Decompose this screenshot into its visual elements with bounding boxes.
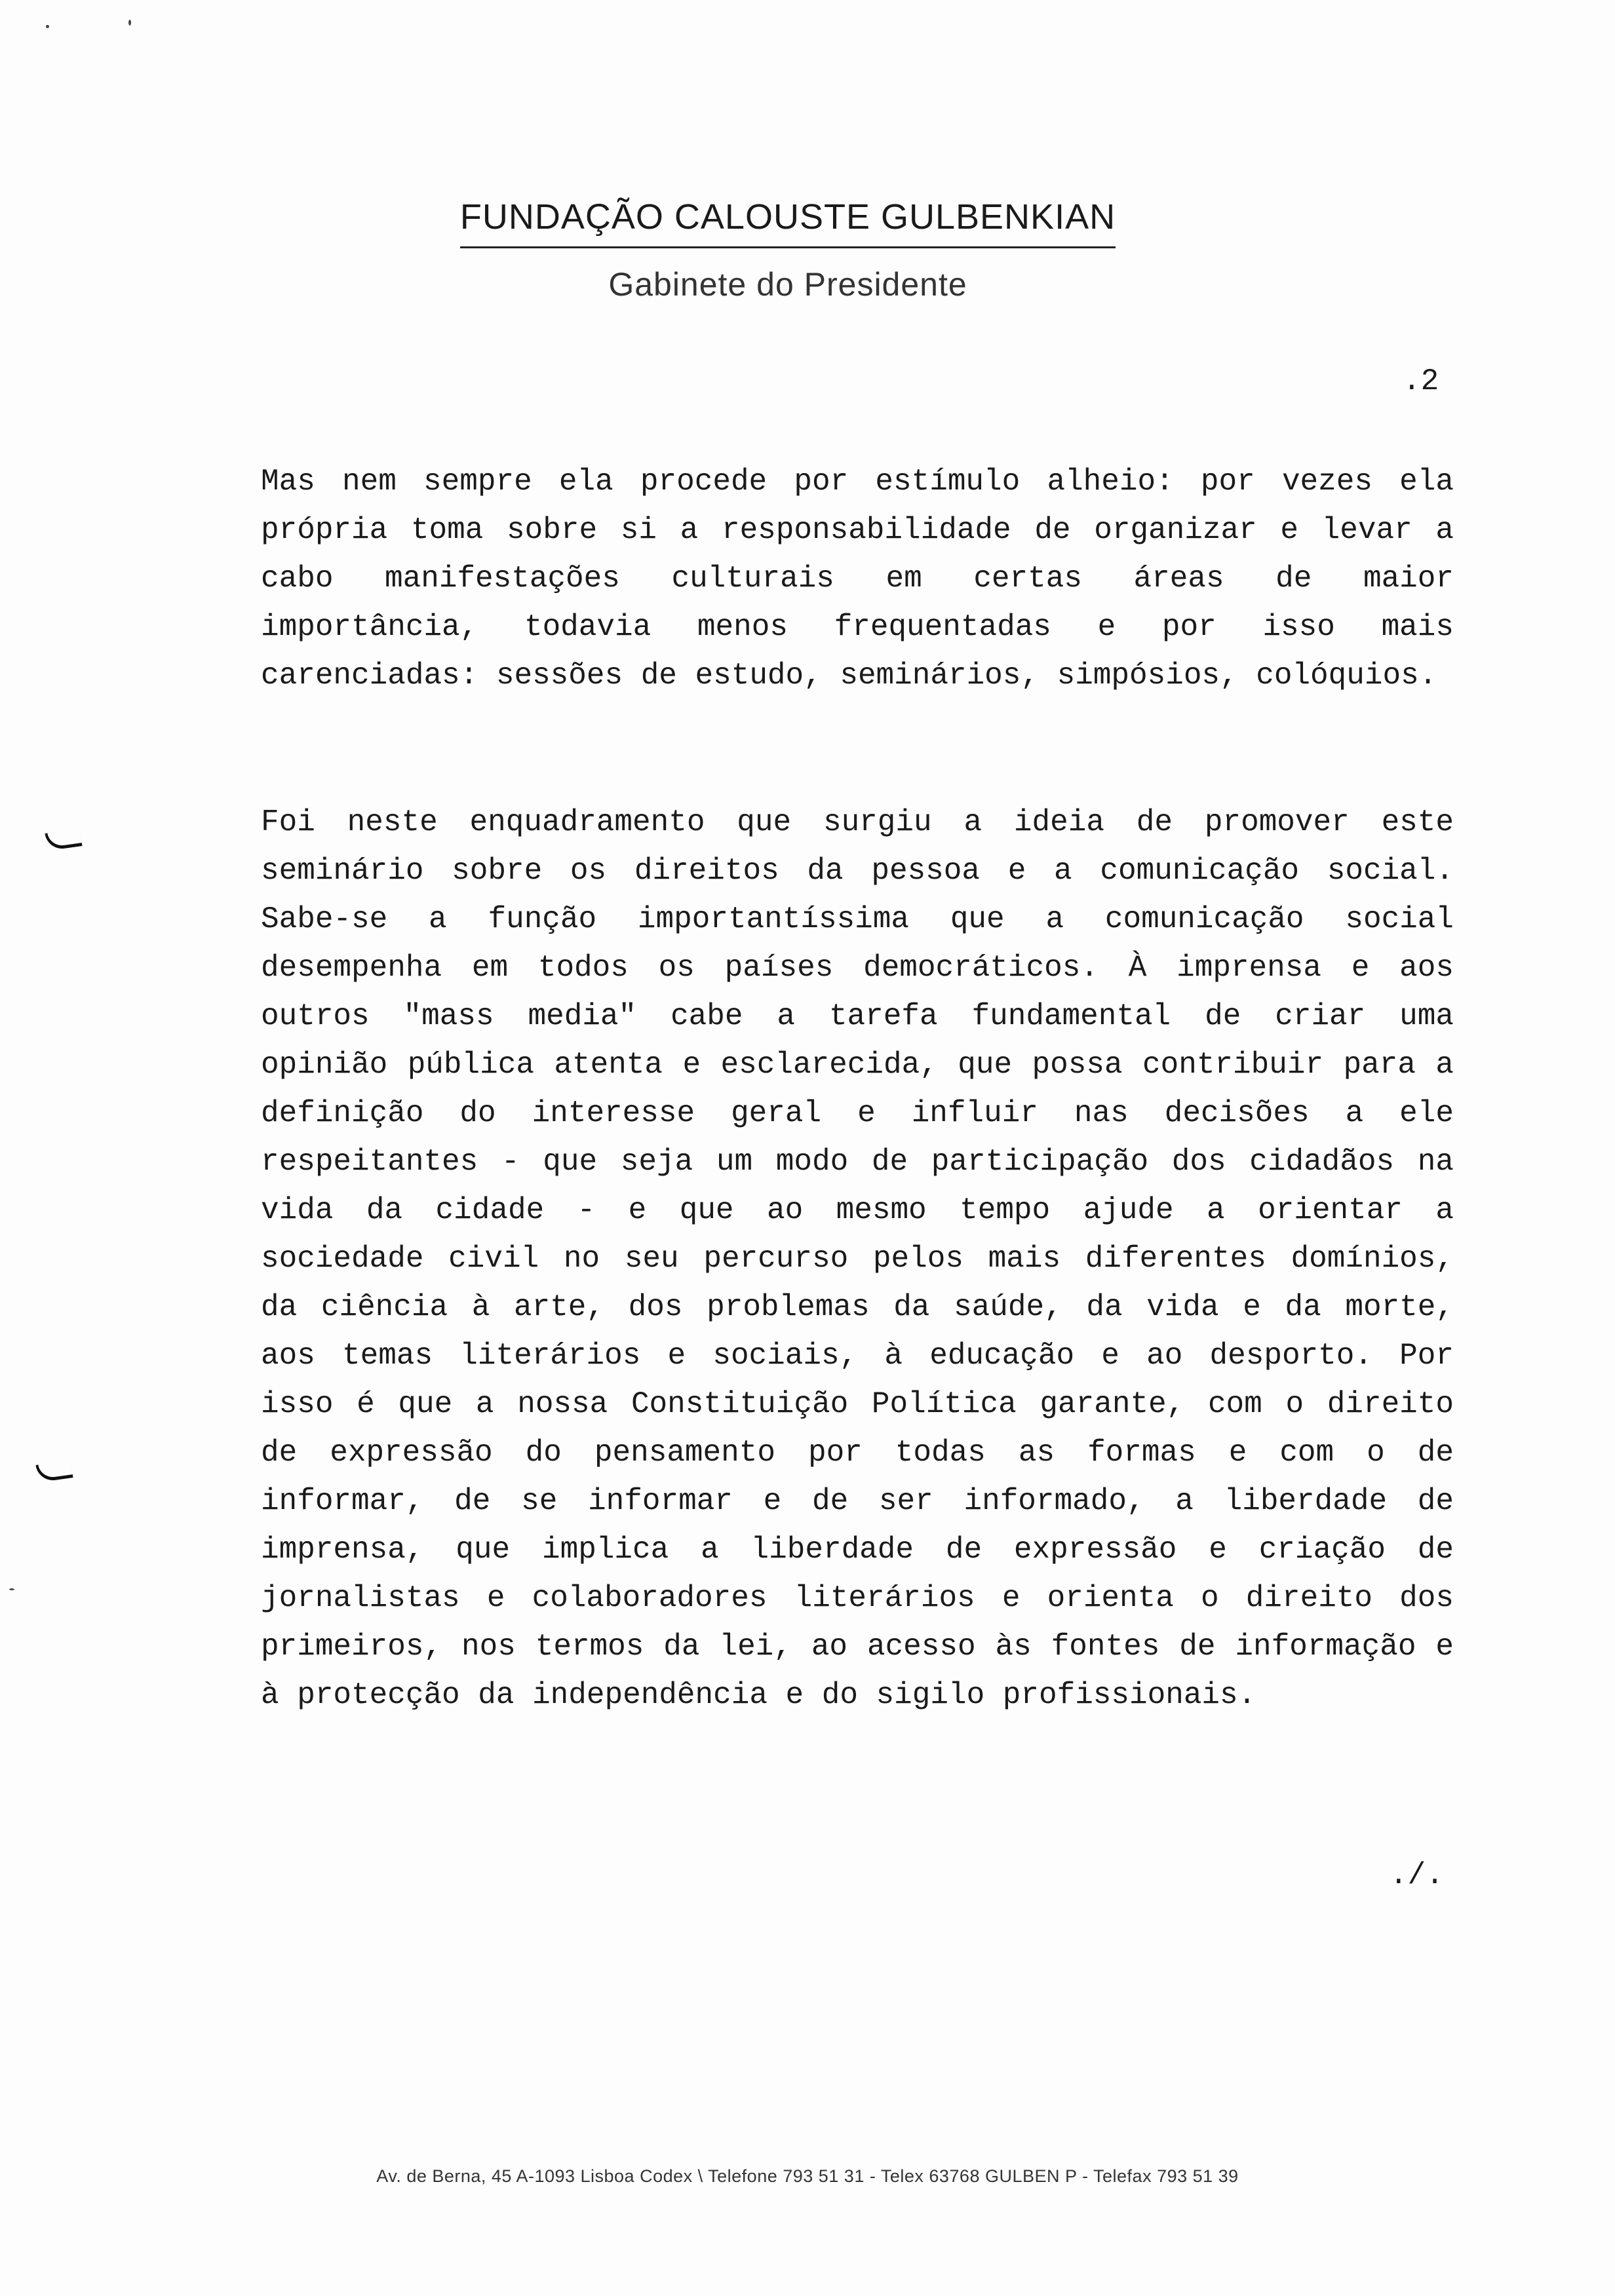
paragraph: Mas nem sempre ela procede por estímulo alheio: por vezes ela própria toma sobre si a responsabilidade de organizar e levar a cabo manifestações culturais em certas áreas de maior importância, todavia menos frequentadas e por isso mais carenciadas: sessões de estudo, seminários, simpósios, colóquios.: [261, 465, 1454, 693]
organization-name: FUNDAÇÃO CALOUSTE GULBENKIAN: [460, 197, 1116, 248]
punch-hole-mark: [35, 1460, 73, 1482]
office-name: Gabinete do Presidente: [608, 266, 967, 303]
paragraph: Foi neste enquadramento que surgiu a ideia de promover este seminário sobre os direitos da pessoa e a comunicação social. Sabe-se a função importantíssima que a comunicação social desempenha em todos os países democráticos. À imprensa e aos outros "mass media" cabe a tarefa fundamental de criar uma opinião pública atenta e esclarecida, que possa contribuir para a definição do interesse geral e influir nas decisões a ele respeitantes - que seja um modo de participação dos cidadãos na vida da cidade - e que ao mesmo tempo ajude a orientar a sociedade civil no seu percurso pelos mais diferentes domínios, da ciência à arte, dos problemas da saúde, da vida e da morte, aos temas literários e sociais, à educação e ao desporto. Por isso é que a nossa Constituição Política garante, com o direito de expressão do pensamento por todas as formas e com o de informar, de se informar e de ser informado, a liberdade de imprensa, que implica a liberdade de expressão e criação de jornalistas e colaboradores literários e orienta o direito dos primeiros, nos termos da lei, ao acesso às fontes de informação e à protecção da independência e do sigilo profissionais.: [261, 805, 1454, 1712]
continuation-mark: ./.: [1390, 1858, 1444, 1892]
letterhead: [0, 197, 1615, 303]
scan-speck: [128, 20, 131, 26]
punch-hole-mark: [45, 828, 82, 851]
footer-address: Av. de Berna, 45 A-1093 Lisboa Codex \ Telefone 793 51 31 - Telex 63768 GULBEN P - Telefax 793 51 39: [376, 2166, 1239, 2186]
scan-speck: [46, 25, 49, 28]
scan-speck: [9, 1588, 14, 1590]
page-number: .2: [1403, 364, 1439, 398]
